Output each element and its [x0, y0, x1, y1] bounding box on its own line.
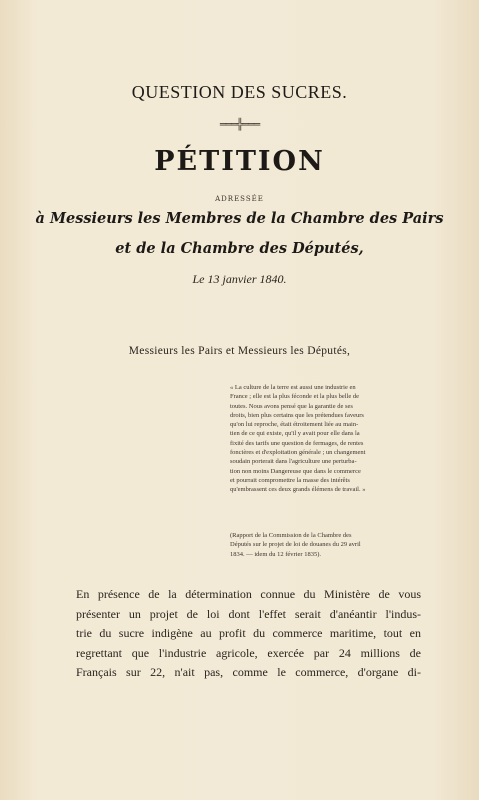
ornament-divider: ═══╬═══ [219, 118, 260, 131]
salutation: Messieurs les Pairs et Messieurs les Députés, [128, 345, 351, 357]
body-line: trie du sucre indigène au profit du commerce maritime, tout en [76, 626, 421, 641]
quote-line: et pourrait compromettre la masse des intérêts [230, 476, 350, 484]
quote-line: qu'embrassent ces deux grands élémens de travail. » [230, 486, 366, 494]
running-title: QUESTION DES SUCRES. [131, 82, 348, 102]
quote-line: toutes. Nous avons pensé que la garantie de ses [230, 402, 353, 410]
epigraph-quote [230, 383, 410, 495]
recipients-line-2: et de la Chambre des Députés, [115, 240, 364, 257]
quote-line: tien de ce qui existe, qu'il y avait pour elle dans la [230, 430, 360, 438]
quote-line: fixité des tarifs une question de fermages, de rentes [230, 439, 364, 447]
body-line: présenter un projet de loi dont l'effet serait d'anéantir l'indus- [76, 606, 421, 621]
body-line: Français sur 22, n'ait pas, comme le commerce, d'organe di- [76, 665, 421, 680]
petition-date: Le 13 janvier 1840. [192, 272, 287, 286]
body-paragraph [76, 585, 421, 683]
quote-line: qu'on lui reproche, était étroitement liée au main- [230, 421, 359, 429]
quote-line: France ; elle est la plus féconde et la plus belle de [230, 393, 360, 401]
quote-line: tion non moins Dangereuse que dans le commerce [230, 467, 361, 475]
body-line: regrettant que l'industrie agricole, exercée par 24 millions de [76, 645, 421, 660]
recipients-line-1: à Messieurs les Membres de la Chambre des Pairs [35, 210, 444, 227]
quote-citation [230, 531, 410, 559]
quote-line: « La culture de la terre est aussi une industrie en [230, 384, 356, 391]
citation-line: (Rapport de la Commission de la Chambre des [230, 532, 352, 539]
quote-line: soudain porterait dans l'agriculture une perturba- [230, 458, 357, 466]
petition-title: PÉTITION [154, 146, 325, 177]
body-line: En présence de la détermination connue du Ministère de vous [76, 587, 421, 601]
citation-line: 1834. — idem du 12 février 1835). [230, 550, 321, 558]
quote-line: foncières et d'exploitation générale ; un changement [230, 449, 366, 457]
citation-line: Députés sur le projet de loi de douanes du 29 avril [230, 541, 361, 549]
addressed-label: ADRESSÉE [215, 195, 264, 203]
quote-line: droits, bien plus certains que les prétendues faveurs [230, 411, 364, 419]
